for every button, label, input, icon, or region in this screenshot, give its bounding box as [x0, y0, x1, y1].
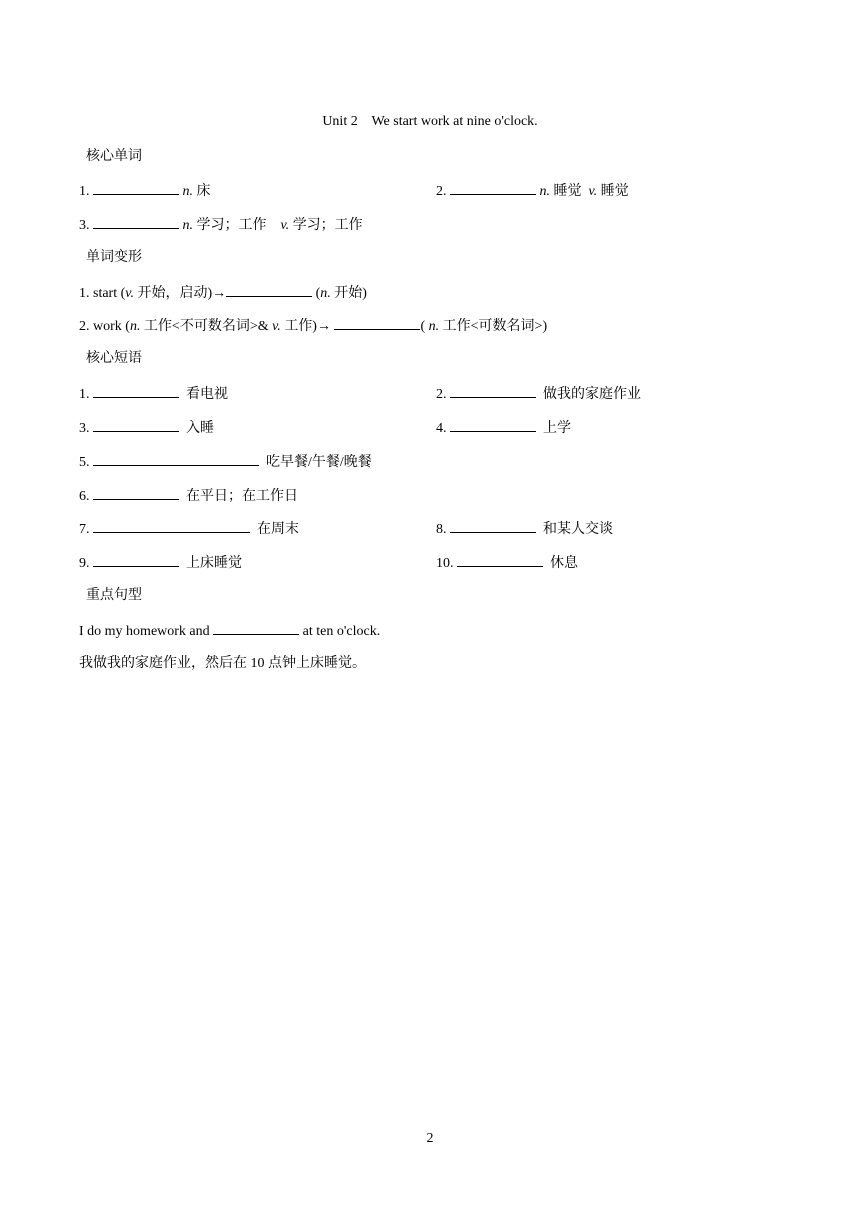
- fill-blank[interactable]: [93, 215, 179, 229]
- word-item-2: 2. n. 睡觉 v. 睡觉: [436, 181, 629, 201]
- fill-blank[interactable]: [93, 181, 179, 195]
- fill-blank[interactable]: [93, 452, 259, 466]
- fill-blank[interactable]: [450, 181, 536, 195]
- phrase-item-8: 8. 和某人交谈: [436, 519, 613, 539]
- phrase-item-6: 6. 在平日；在工作日: [79, 486, 298, 506]
- fill-blank[interactable]: [93, 384, 179, 398]
- phrase-item-5: 5. 吃早餐/午餐/晚餐: [79, 452, 372, 472]
- word-form-item-1: 1. start (v. 开始，启动)→ (n. 开始): [79, 283, 367, 303]
- fill-blank[interactable]: [93, 519, 250, 533]
- key-sentence: I do my homework and at ten o'clock.: [79, 621, 380, 641]
- fill-blank[interactable]: [334, 316, 420, 330]
- fill-blank[interactable]: [450, 519, 536, 533]
- fill-blank[interactable]: [93, 553, 179, 567]
- phrase-item-4: 4. 上学: [436, 418, 571, 438]
- word-item-3: 3. n. 学习；工作 v. 学习；工作: [79, 215, 363, 235]
- fill-blank[interactable]: [450, 384, 536, 398]
- fill-blank[interactable]: [93, 418, 179, 432]
- page-number: 2: [426, 1131, 434, 1146]
- page-title: Unit 2 We start work at nine o'clock.: [322, 114, 538, 129]
- key-sentence-translation: 我做我的家庭作业，然后在 10 点钟上床睡觉。: [79, 656, 366, 671]
- section-heading-key-sentences: 重点句型: [86, 588, 142, 603]
- phrase-item-1: 1. 看电视: [79, 384, 228, 404]
- section-heading-core-phrases: 核心短语: [86, 351, 142, 366]
- section-heading-word-forms: 单词变形: [86, 250, 142, 265]
- fill-blank[interactable]: [450, 418, 536, 432]
- fill-blank[interactable]: [226, 283, 312, 297]
- phrase-item-3: 3. 入睡: [79, 418, 214, 438]
- phrase-item-7: 7. 在周末: [79, 519, 299, 539]
- section-heading-core-words: 核心单词: [86, 149, 142, 164]
- fill-blank[interactable]: [93, 486, 179, 500]
- fill-blank[interactable]: [457, 553, 543, 567]
- phrase-item-2: 2. 做我的家庭作业: [436, 384, 641, 404]
- word-form-item-2: 2. work (n. 工作<不可数名词>& v. 工作)→ ( n. 工作<可数名词>): [79, 316, 547, 336]
- fill-blank[interactable]: [213, 621, 299, 635]
- word-item-1: 1. n. 床: [79, 181, 211, 201]
- phrase-item-10: 10. 休息: [436, 553, 578, 573]
- phrase-item-9: 9. 上床睡觉: [79, 553, 242, 573]
